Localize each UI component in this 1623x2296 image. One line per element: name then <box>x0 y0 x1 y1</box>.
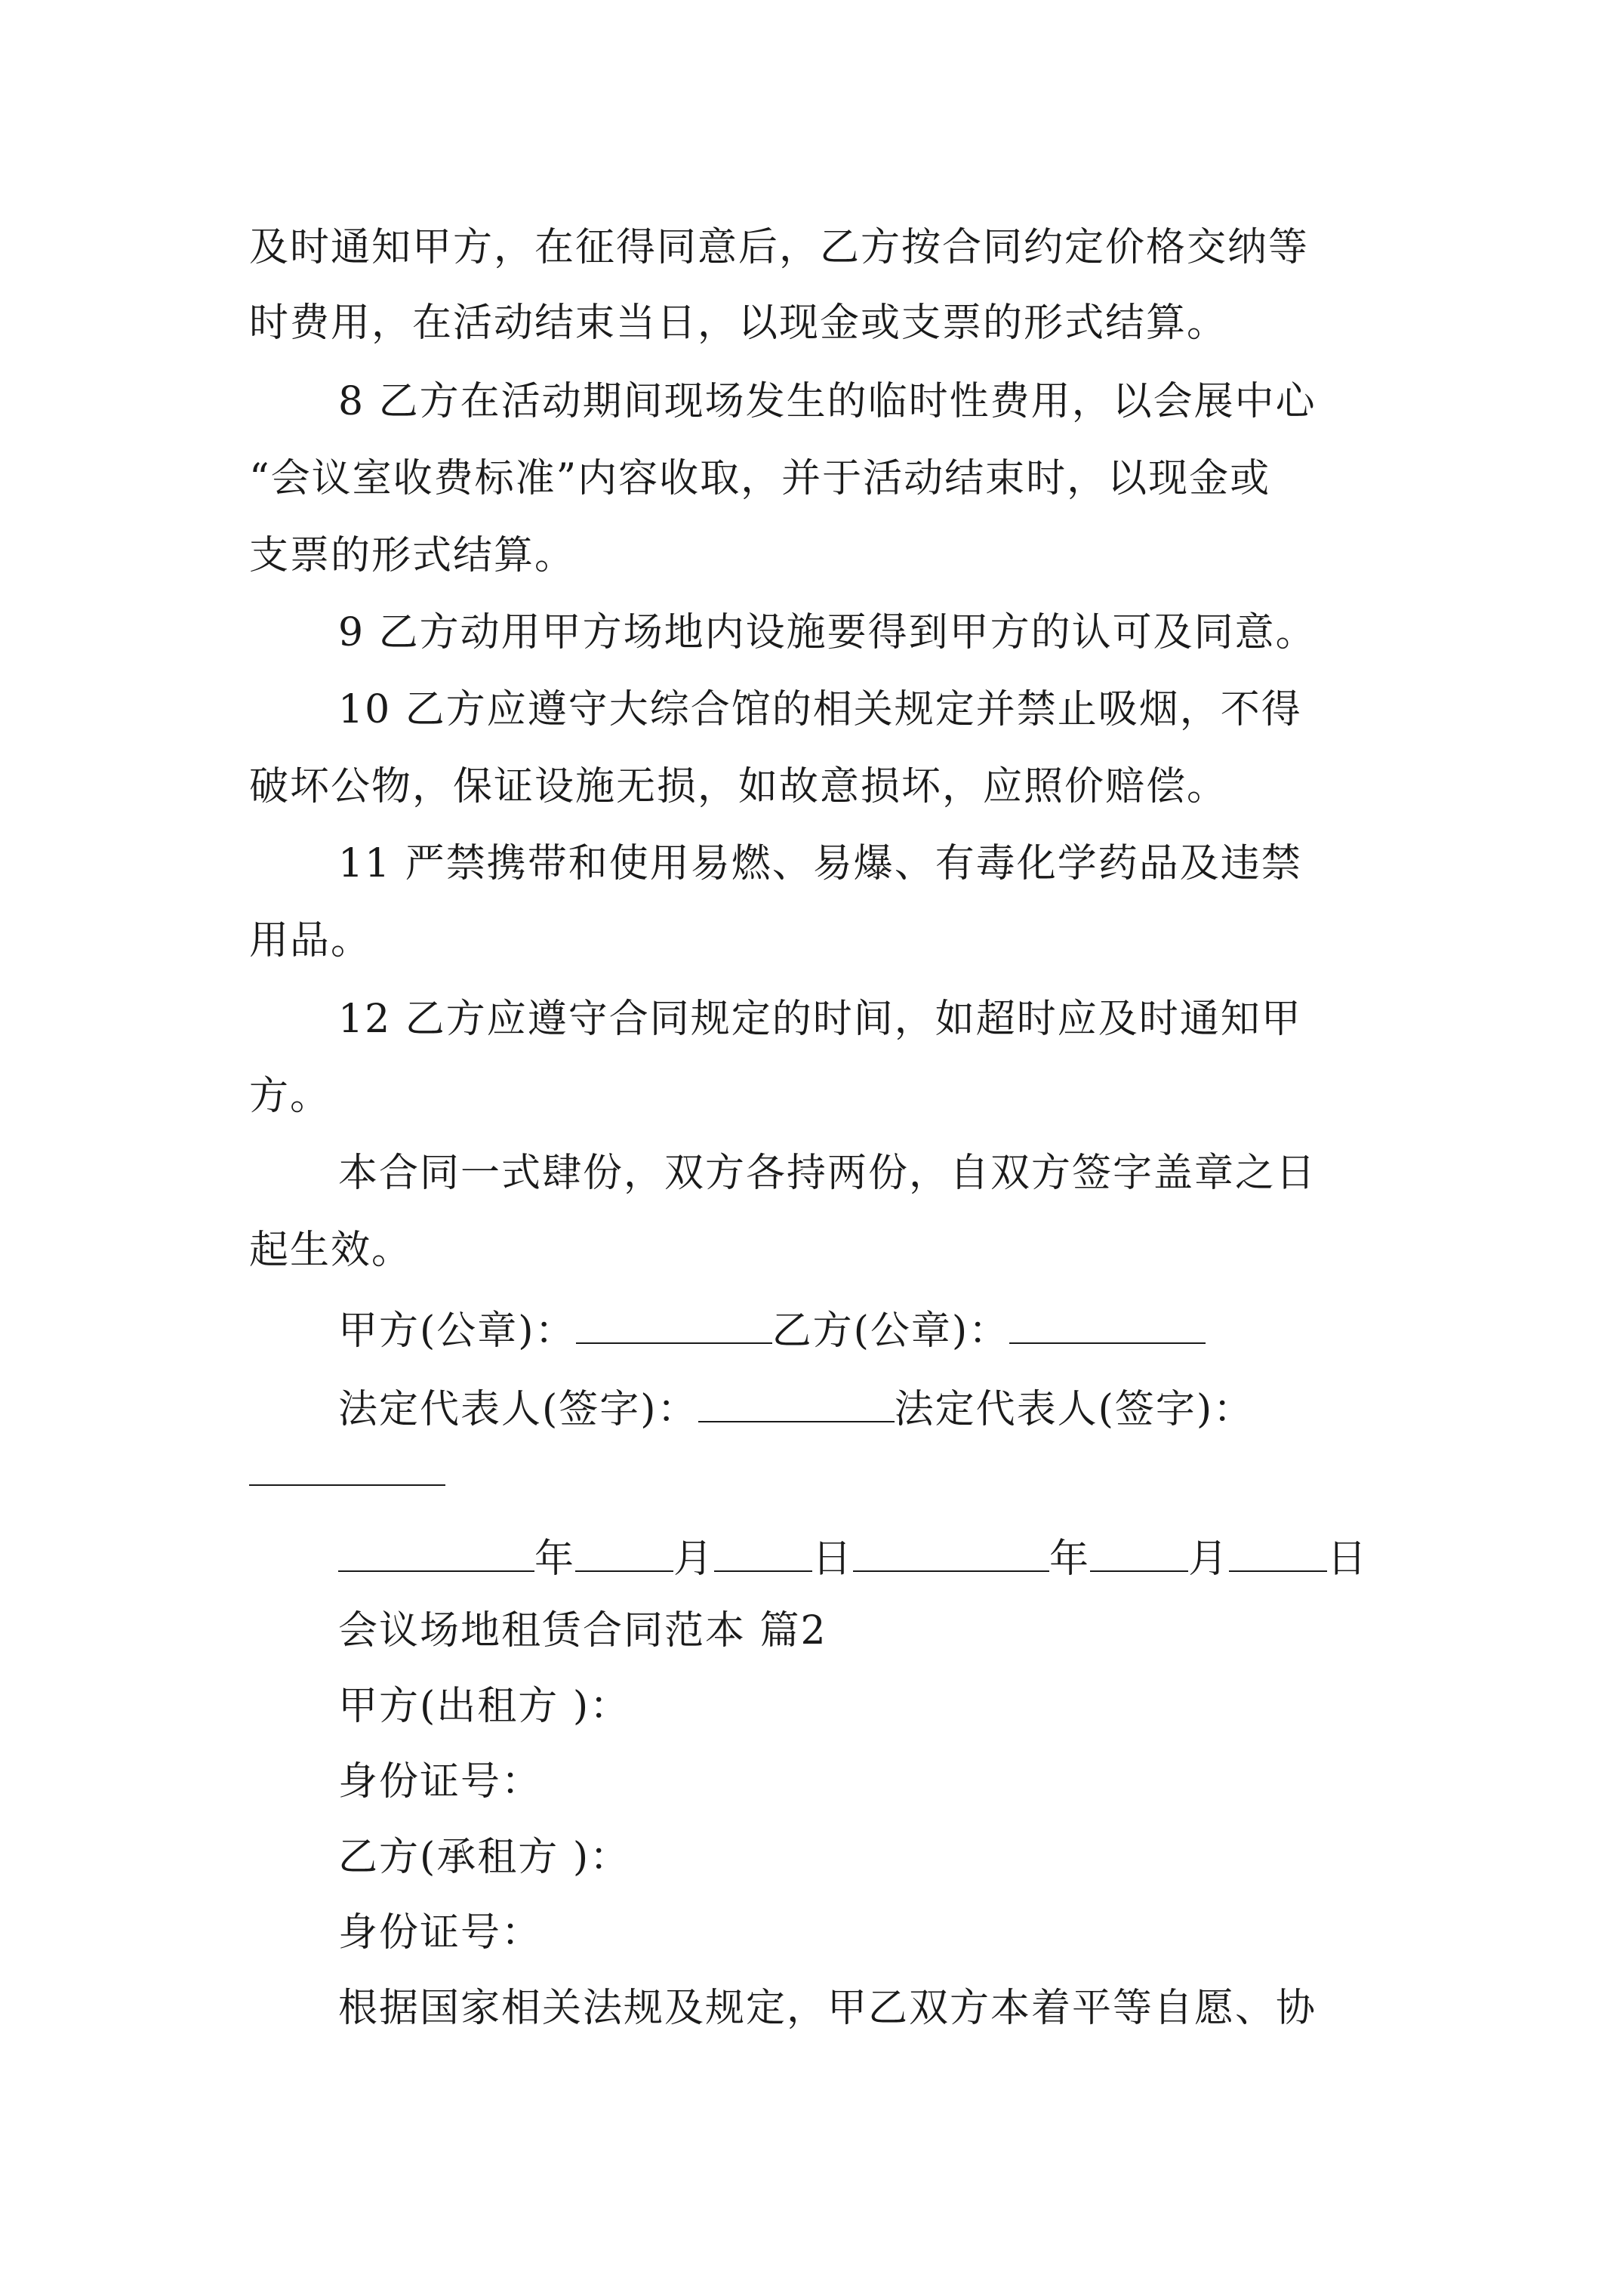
paragraph-line: 根据国家相关法规及规定，甲乙双方本着平等自愿、协 <box>338 1986 1317 2031</box>
lessor-label: 甲方(出租方 )： <box>338 1684 631 1729</box>
rep-a-blank <box>698 1382 895 1422</box>
day-a-blank <box>714 1531 812 1572</box>
paragraph-line: 时费用，在活动结束当日，以现金或支票的形式结算。 <box>249 300 1228 346</box>
paragraph-line: 方。 <box>249 1074 331 1119</box>
paragraph-line: 起生效。 <box>249 1228 413 1273</box>
day-b-label: 日 <box>1327 1536 1369 1582</box>
year-a-label: 年 <box>534 1536 576 1582</box>
paragraph-line: 及时通知甲方，在征得同意后，乙方按合同约定价格交纳等 <box>249 225 1310 270</box>
paragraph-line: 8 乙方在活动期间现场发生的临时性费用，以会展中心 <box>338 379 1317 424</box>
section-title: 会议场地租赁合同范本 篇2 <box>338 1608 827 1653</box>
paragraph-line: 11 严禁携带和使用易燃、易爆、有毒化学药品及违禁 <box>338 841 1302 886</box>
paragraph-line: 9 乙方动用甲方场地内设施要得到甲方的认可及同意。 <box>338 610 1317 655</box>
date-row <box>338 1531 1368 1583</box>
party-b-seal-label: 乙方(公章)： <box>771 1308 1010 1354</box>
rep-a-label: 法定代表人(签字)： <box>338 1387 698 1432</box>
party-a-seal-blank <box>576 1303 772 1344</box>
month-b-label: 月 <box>1188 1536 1230 1582</box>
paragraph-line: 本合同一式肆份，双方各持两份，自双方签字盖章之日 <box>338 1151 1317 1196</box>
paragraph-line: 12 乙方应遵守合同规定的时间，如超时应及时通知甲 <box>338 997 1302 1042</box>
paragraph-line: 支票的形式结算。 <box>249 533 576 578</box>
month-a-blank <box>575 1531 673 1572</box>
seal-row <box>338 1303 1206 1355</box>
representative-row <box>338 1382 1254 1434</box>
lessee-id-label: 身份证号： <box>338 1910 543 1955</box>
party-b-seal-blank <box>1009 1303 1206 1344</box>
year-b-blank <box>853 1531 1049 1572</box>
paragraph-line: 用品。 <box>249 918 372 963</box>
rep-b-label: 法定代表人(签字)： <box>894 1387 1255 1432</box>
paragraph-line: 10 乙方应遵守大综合馆的相关规定并禁止吸烟，不得 <box>338 687 1302 732</box>
day-b-blank <box>1229 1531 1327 1572</box>
month-b-blank <box>1090 1531 1188 1572</box>
paragraph-line: 破坏公物，保证设施无损，如故意损坏，应照价赔偿。 <box>249 764 1228 809</box>
lessor-id-label: 身份证号： <box>338 1759 543 1804</box>
party-a-seal-label: 甲方(公章)： <box>338 1308 576 1354</box>
year-a-blank <box>338 1531 534 1572</box>
year-b-label: 年 <box>1049 1536 1091 1582</box>
day-a-label: 日 <box>812 1536 854 1582</box>
month-a-label: 月 <box>673 1536 715 1582</box>
rep-b-blank <box>249 1484 445 1486</box>
paragraph-line: “会议室收费标准”内容收取，并于活动结束时，以现金或 <box>249 456 1271 501</box>
lessee-label: 乙方(承租方 )： <box>338 1835 631 1880</box>
